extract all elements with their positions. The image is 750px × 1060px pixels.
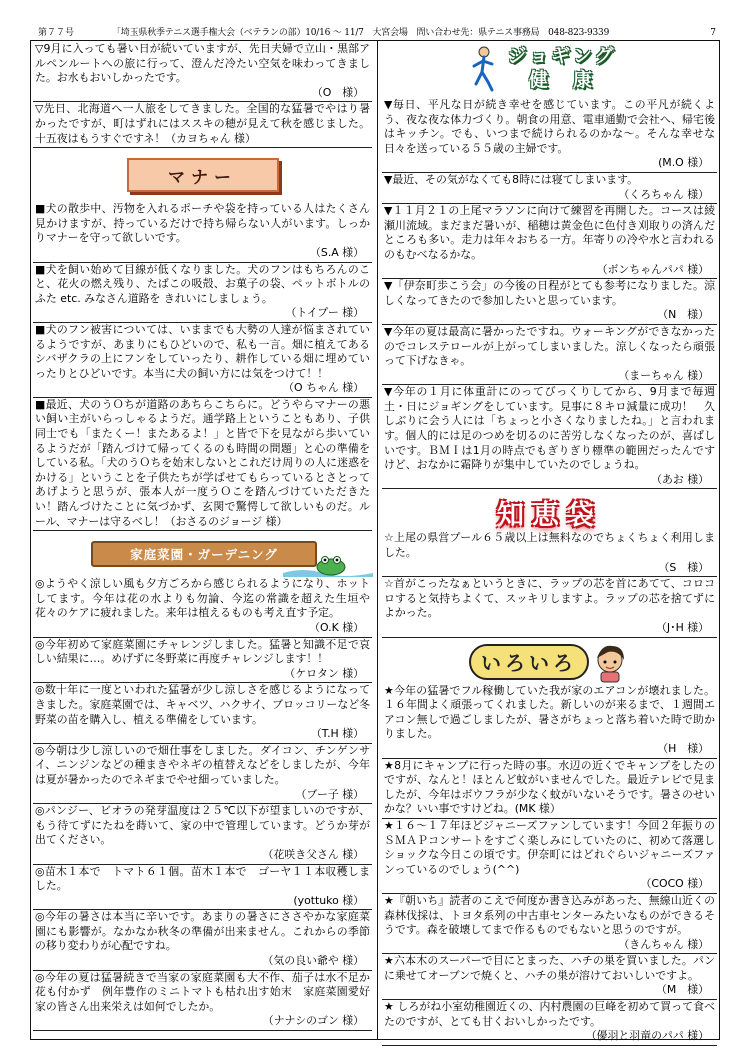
garden-comment-text: ◎今年の夏は猛暑続きで当家の家庭菜園も大不作、茄子は水不足か花も付かず 例年豊作のミニトマトも枯れ出す始末 家庭菜園愛好家の皆さん出来栄えは如何でしたか。 [35, 970, 370, 1013]
garden-title: 家庭菜園・ガーデニング [91, 541, 317, 567]
manner-comment-text: ■犬を飼い始めて目線が低くなりました。犬のフンはもちろんのこと、花火の燃え残り、たばこの吸殻、お菓子の袋、ペットボトルのふた etc. みなさん道路を きれいにしましょう。 [35, 262, 370, 305]
jogging-comment-signature: （N 様） [657, 308, 709, 322]
jogging-comment [382, 98, 717, 173]
jogging-comment-text: ▼今年の夏は最高に暑かったですね。ウォーキングができなかったのでコレステロールが上がってしまいました。涼しくなったら頑張って下げなきゃ。 [384, 324, 715, 368]
garden-comment-signature: （ナナシのゴン 様） [262, 1014, 364, 1028]
misc-comment-text: ★『朝いち』読者のこえで何度か書き込みがあった、無線山近くの森林伐採は、トヨタ系列の中古車センターみたいなものができるそうです。森を破壊してまで作るものでもないと思うのですが。 [384, 893, 715, 937]
tip-comment-text: ☆上尾の県営プール６５歳以上は無料なのでちょくちょく利用しました。 [384, 531, 715, 560]
garden-comment [33, 577, 372, 637]
garden-comment-signature: （T.H 様） [310, 727, 364, 741]
manner-comment-signature: （トイプー 様） [285, 306, 364, 320]
jogging-comment-text: ▼今年の１月に体重計にのってびっくりしてから、9月まで毎週土・日にジョギングをしています。見事に８キロ減量に成功！ 久しぶりに会う人には「ちょっと小さくなりましたね。」と言われます。個人的には足のつめを切るのに苦労しなくなったのが、喜ばしいです。ＢＭＩは1月の時点でもぎりぎり標準の範囲だったんですけど、おなかに霜降りが集中していたのでしょうね。 [384, 385, 715, 472]
misc-comment-signature: （H 様） [657, 741, 709, 755]
reader-comment [33, 42, 372, 102]
garden-comment [33, 804, 372, 864]
garden-comment [33, 683, 372, 743]
garden-comment [33, 910, 372, 970]
jogging-comment [382, 173, 717, 204]
garden-comment-signature: （花咲き父さん 様） [262, 847, 364, 861]
garden-comment-signature: （ブー子 様） [295, 787, 364, 801]
jogging-comment-signature: （くろちゃん 様） [618, 187, 709, 201]
jogging-comment-text: ▼「伊奈町歩こう会」の今後の日程がとても参考になりました。涼しくなってきたので参加したいと思っています。 [384, 279, 715, 307]
tip-comment [382, 577, 717, 637]
frog-illustration [283, 553, 373, 577]
misc-comment-text: ★１６～１７年ほどジャニーズファンしています！今回２年振りのＳＭＡＰコンサートをすごく楽しみにしていたのに、初めて落選しショックな今日この頃です。伊奈町にはどれぐらいジャニーズファンっているのでしょう(^^) [384, 818, 715, 876]
reader-comment-signature: （O 様） [311, 85, 364, 99]
garden-comment-signature: （気の良い爺や 様） [262, 954, 364, 968]
manner-title: マナー [127, 158, 279, 192]
jogging-heading [382, 42, 717, 98]
jogging-title [487, 44, 637, 92]
misc-comment [382, 1000, 717, 1046]
tip-comment-signature: （J･H 様） [656, 621, 709, 634]
garden-comment-signature: (yottuko 様） [293, 893, 364, 907]
jogging-comment [382, 204, 717, 279]
jogging-comment [382, 385, 717, 489]
misc-comment-signature: （COCO 様） [640, 877, 709, 891]
jogging-comment-signature: （まーちゃん 様） [618, 368, 709, 382]
manner-comment-text: ■犬の散歩中、汚物を入れるポーチや袋を持っている人はたくさん見かけますが、持っているだけで持ち帰らない人がいます。しっかりマナーを守って欲しいです。 [35, 202, 370, 245]
jogging-comment-text: ▼毎日、平凡な日が続き幸せを感じています。この平凡が続くよう、夜な夜な体力づくり。朝食の用意、電車通勤で会社へ、帰宅後はキッチン。でも、いつまで続けられるのかな～。そんな幸せな日々を送っている５５歳の主婦です。 [384, 98, 715, 155]
tip-comment [382, 531, 717, 577]
reader-comment [33, 102, 372, 148]
misc-comment-text: ★六本木のスーパーで目にとまった、ハチの巣を買いました。パンに乗せてオーブンで焼くと、ハチの巣が溶けておいしいですよ。 [384, 954, 715, 982]
garden-comment-text: ◎パンジー、ビオラの発芽温度は２５℃以下が望ましいのですが、もう待てずにたねを蒔いて、家の中で管理しています。どうか芽が出てください。 [35, 804, 370, 847]
reader-comment-text: ▽9月に入っても暑い日が続いていますが、先日夫婦で立山・黒部アルペンルートへの旅に行って、澄んだ冷たい空気を味わってきました。お水もおいしかったです。 [35, 42, 370, 85]
iroiro-title: いろいろ [469, 644, 589, 680]
manner-comment-text: ■最近、犬のうＯちが道路のあちらこちらに。どうやらマナーの悪い飼い主がいらっしゃるようだ。通学路上ということもあり、子供同士でも「またくー！またあるよ！」と皆で下を見ながら歩いているようだが「踏んづけて帰ってくるのも時間の問題」と心の準備をしている私。「犬のうＯちを始末しないとこれだけ周りの人に迷惑をかける」ということを子供たちが学ばせてもらっているとさとってあげようと思うが、張本人が一度うＯこを踏んづけていただきたい！踏んづけたことに気づかず、玄関で驚愕して欲しいものだ。ルール、マナーは守るべし！（おさるのジョージ 様） [35, 397, 370, 528]
misc-comment-signature: （優羽と羽竜のパパ 様） [585, 1029, 709, 1043]
garden-comment-text: ◎今年初めて家庭菜園にチャレンジしました。猛暑と知識不足で哀しい結果に…。めげずに冬野菜に再度チャレンジします！！ [35, 637, 370, 666]
manner-comment [33, 263, 372, 323]
issue-number: 第７７号 [38, 28, 75, 38]
misc-comment [382, 894, 717, 954]
garden-comment-text: ◎数十年に一度といわれた猛暑が少し涼しさを感じるようになってきました。家庭菜園では、キャベツ、ハクサイ、ブロッコリーなど冬野菜の苗を購入し、植える準備をしています。 [35, 683, 370, 726]
manner-comment-signature: （O ちゃん 様） [283, 381, 364, 395]
garden-comment-text: ◎今朝は少し涼しいので畑仕事をしました。ダイコン、チンゲンサイ、ニンジンなどの種まきやネギの植替えなどをしましたが、今年は夏が暑かったのでネギまでやせ細っていました。 [35, 743, 370, 786]
tip-comment-signature: （S 様） [658, 560, 709, 574]
iroiro-heading [382, 638, 717, 684]
misc-comment-signature: （きんちゃん 様） [618, 937, 709, 951]
garden-comment-signature: （ケロタン 様） [284, 666, 364, 680]
misc-comment-text: ★8月にキャンプに行った時の事。水辺の近くでキャンプをしたのですが、なんと！ほとんど蚊がいませんでした。最近テレビで見ましたが、今年はボウフラが少なく蚊がいないそうです。暑さのせいかな？いい事ですけどね。(MK 様） [384, 758, 715, 816]
jogging-comment [382, 279, 717, 325]
jogging-comment-text: ▼１１月２１の上尾マラソンに向けて練習を再開した。コースは綾瀬川流域。まだまだ暑いが、稲穂は黄金色に色付き刈取りの済んだところも多い。走力は年々おちる一方。年寄りの冷や水と言われるのもむべなるかな。 [384, 204, 715, 261]
reader-comment-text: ▽先日、北海道へ一人旅をしてきました。全国的な猛暑でやはり暑かったですが、町はずれにはススキの穂が見えて秋を感じました。十五夜はもうすぐですネ！（カヨちゃん 様） [35, 102, 370, 145]
girl-illustration [588, 640, 632, 684]
column-divider [377, 40, 378, 1040]
garden-comment-text: ◎今年の暑さは本当に辛いです。あまりの暑さにささやかな家庭菜園にも影響が。なかなか秋冬の準備が出来ません。これからの季節の移り変わりが心配ですね。 [35, 910, 370, 953]
chiebukuro-title: 知恵袋 [497, 500, 602, 532]
right-column [382, 42, 717, 1046]
misc-comment-text: ★ しろがね小室幼稚園近くの、内村農園の巨峰を初めて買って食べたのですが、とても甘くおいしかったです。 [384, 1000, 715, 1028]
jogging-comment-text: ▼最近、その気がなくても8時には寝てしまいます。 [384, 172, 639, 186]
misc-comment-signature: （M 様） [656, 983, 709, 997]
chiebukuro-heading [382, 489, 717, 531]
left-column [33, 42, 372, 1031]
garden-comment [33, 638, 372, 684]
garden-comment-signature: （O.K 様） [309, 621, 364, 634]
manner-comment-signature: （S.A 様） [310, 245, 364, 259]
garden-comment [33, 744, 372, 804]
tip-comment-text: ☆首がこったなぁというときに、ラップの芯を首にあてて、コロコロすると気持ちよくて、スッキリしますよ。ラップの芯を捨てずによかった。 [384, 577, 715, 620]
misc-comment [382, 819, 717, 894]
jogging-comment-signature: （あお 様） [651, 472, 709, 486]
jogging-comment-signature: (M.O 様） [658, 156, 709, 170]
jogging-title-line1: ジョギング [507, 45, 617, 67]
garden-comment-text: ◎ようやく涼しい風も夕方ごろから感じられるようになり、ホットしてます。今年は花の水よりも勿論、今迄の常識を超えた生垣や花々のケアに疲れました。来年は植えるものも考え直す予定。 [35, 577, 370, 620]
manner-comment [33, 202, 372, 262]
garden-comment-text: ◎苗木１本で トマト６１個。苗木１本で ゴーヤ１１本収穫しました。 [35, 864, 370, 893]
jogging-comment [382, 325, 717, 385]
garden-comment [33, 865, 372, 911]
page-header [30, 26, 720, 40]
page-number: 7 [710, 28, 716, 38]
manner-comment [33, 398, 372, 531]
jogging-comment-signature: （ボンちゃんパパ 様） [596, 262, 709, 276]
misc-comment [382, 684, 717, 759]
garden-heading [33, 535, 372, 575]
manner-heading [33, 158, 372, 192]
manner-comment [33, 323, 372, 398]
misc-comment [382, 954, 717, 1000]
garden-comment [33, 971, 372, 1031]
misc-comment [382, 759, 717, 819]
manner-comment-text: ■犬のフン被害については、いままでも大勢の人達が悩まされているようですが、あまりにもひどいので、私も一言。畑に植えてあるシバザクラの上にフンをしていったり、耕作している畑に埋めていったりとひどいです。本当に犬の飼い方には気をつけて！！ [35, 322, 370, 380]
misc-comment-text: ★今年の猛暑でフル稼働していた我が家のエアコンが壊れました。１６年間よく頑張ってくれました。新しいのが来るまで、１週間エアコン無しで過ごしましたが、暑さがちょっと落ち着いた時で助かりました。 [384, 683, 715, 741]
jogging-title-line2: 健 康 [528, 69, 595, 91]
event-notice: 「埼玉県秋季テニス選手権大会（ベテランの部）10/16 ～ 11/7 大宮会場 問い合わせ先：県テニス事務局 048-823-9339 [112, 28, 610, 38]
